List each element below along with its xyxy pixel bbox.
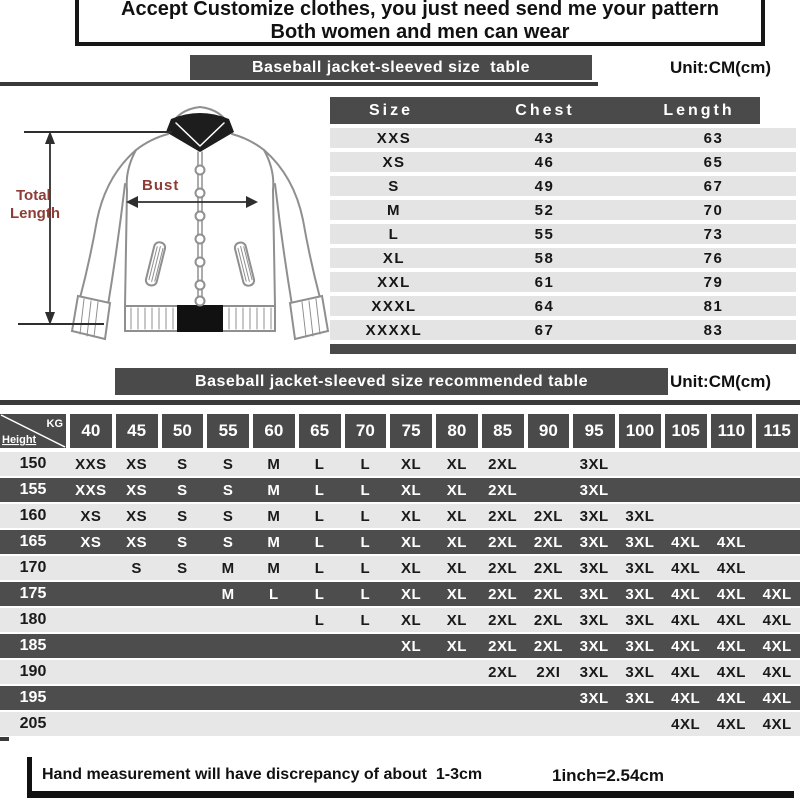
size-table-cell-length: 79 <box>703 273 724 291</box>
recommend-cell: L <box>314 481 325 499</box>
recommend-cell: XS <box>126 481 148 499</box>
recommend-cell: 4XL <box>762 585 792 603</box>
size-table-cell-size: XXL <box>377 273 411 291</box>
recommend-cell: S <box>177 533 188 551</box>
recommend-cell <box>116 712 158 736</box>
recommend-cell: XL <box>446 559 467 577</box>
recommend-cell: 2XL <box>488 455 518 473</box>
recommend-cell <box>253 608 295 632</box>
recommend-cell <box>162 582 204 606</box>
recommend-cell <box>162 634 204 658</box>
weight-column-header: 115 <box>756 414 798 448</box>
recommend-cell: 2XL <box>488 611 518 629</box>
recommend-cell: XS <box>126 533 148 551</box>
weight-column-header: 85 <box>482 414 524 448</box>
recommend-cell <box>665 504 707 528</box>
bust-label: Bust <box>142 177 180 194</box>
recommend-cell <box>70 686 112 710</box>
size-table-cell-chest: 49 <box>534 177 555 195</box>
recommend-cell <box>711 504 753 528</box>
size-table-row <box>330 248 796 268</box>
weight-column-header: 90 <box>528 414 570 448</box>
recommend-row <box>0 634 800 658</box>
recommend-cell: 3XL <box>579 689 609 707</box>
recommend-row <box>0 478 800 502</box>
total-length-label-1: Total <box>16 187 51 204</box>
recommend-cell <box>436 660 478 684</box>
recommend-row <box>0 660 800 684</box>
recommend-cell: XS <box>80 533 102 551</box>
recommend-row <box>0 504 800 528</box>
recommend-cell: M <box>267 455 281 473</box>
size-table-cell-chest: 46 <box>534 153 555 171</box>
recommend-cell <box>207 686 249 710</box>
weight-column-header: 55 <box>207 414 249 448</box>
size-table-cell-length: 76 <box>703 249 724 267</box>
recommend-cell <box>162 686 204 710</box>
weight-column-header: 50 <box>162 414 204 448</box>
recommend-cell <box>390 686 432 710</box>
recommend-cell: XL <box>401 637 422 655</box>
inch-conversion: 1inch=2.54cm <box>552 766 664 785</box>
header-banner <box>75 0 765 46</box>
size-table-cell-length: 63 <box>703 129 724 147</box>
recommend-cell <box>390 660 432 684</box>
size-table-cell-chest: 61 <box>534 273 555 291</box>
size-table-cell-size: XXS <box>376 129 412 147</box>
recommend-cell <box>207 608 249 632</box>
recommend-cell: L <box>314 455 325 473</box>
recommend-cell <box>665 478 707 502</box>
recommend-cell: 2XL <box>533 559 563 577</box>
recommend-cell: 3XL <box>579 481 609 499</box>
recommend-cell: XL <box>401 481 422 499</box>
divider-line-middle <box>0 400 800 405</box>
weight-column-header: 75 <box>390 414 432 448</box>
recommend-cell: 3XL <box>579 533 609 551</box>
recommend-cell: XL <box>401 559 422 577</box>
recommend-cell: 3XL <box>579 507 609 525</box>
recommend-cell: 4XL <box>671 637 701 655</box>
recommend-cell: M <box>267 481 281 499</box>
recommend-cell: 2XL <box>533 611 563 629</box>
recommend-cell: 3XL <box>625 611 655 629</box>
recommend-cell: 4XL <box>762 663 792 681</box>
weight-column-header: 65 <box>299 414 341 448</box>
recommend-cell: XL <box>446 455 467 473</box>
recommend-cell: 4XL <box>716 533 746 551</box>
recommend-cell: 2XL <box>533 637 563 655</box>
recommend-cell <box>207 660 249 684</box>
header-line2: Both women and men can wear <box>270 21 570 43</box>
recommend-cell <box>299 712 341 736</box>
size-table-row <box>330 152 796 172</box>
recommend-cell: 3XL <box>625 533 655 551</box>
size-table-cell-chest: 55 <box>534 225 555 243</box>
recommend-cell <box>253 686 295 710</box>
recommend-row <box>0 712 800 736</box>
recommend-row <box>0 452 800 476</box>
recommend-cell <box>253 660 295 684</box>
recommend-cell: 4XL <box>762 689 792 707</box>
recommend-cell <box>436 712 478 736</box>
recommend-cell: L <box>314 533 325 551</box>
recommend-cell: 2XL <box>488 559 518 577</box>
recommend-cell: XS <box>126 455 148 473</box>
height-label: 155 <box>19 481 47 498</box>
recommend-cell: XL <box>446 507 467 525</box>
recommend-cell: XS <box>126 507 148 525</box>
size-table-row <box>330 320 796 340</box>
recommend-cell <box>253 634 295 658</box>
size-table-col-size: Size <box>368 101 413 119</box>
recommend-cell: 4XL <box>716 689 746 707</box>
recommend-cell <box>528 478 570 502</box>
recommend-cell <box>253 712 295 736</box>
size-table-row <box>330 296 796 316</box>
recommend-cell: 3XL <box>625 507 655 525</box>
recommend-cell <box>162 608 204 632</box>
size-table-col-length: Length <box>663 101 735 119</box>
recommend-cell <box>345 660 387 684</box>
recommend-cell: 4XL <box>671 715 701 733</box>
recommend-cell <box>70 712 112 736</box>
recommend-cell: L <box>360 533 371 551</box>
recommend-cell <box>619 712 661 736</box>
recommend-cell: XXS <box>75 481 107 499</box>
size-table-cell-length: 70 <box>703 201 724 219</box>
corner-kg-label: KG <box>46 418 63 430</box>
recommend-cell: S <box>177 455 188 473</box>
recommend-cell: S <box>222 533 234 551</box>
recommend-row <box>0 608 800 632</box>
recommend-row <box>0 686 800 710</box>
recommend-cell <box>756 478 798 502</box>
recommend-cell <box>711 452 753 476</box>
recommend-cell: XXS <box>75 455 107 473</box>
recommend-cell <box>345 686 387 710</box>
size-table-cell-size: XS <box>382 153 406 171</box>
recommend-cell: L <box>360 507 371 525</box>
recommend-cell: 2XL <box>488 507 518 525</box>
recommend-cell: 3XL <box>625 585 655 603</box>
height-label: 170 <box>19 559 47 576</box>
recommend-cell <box>299 634 341 658</box>
recommend-cell: M <box>221 559 235 577</box>
size-table-cell-size: XXXXL <box>365 321 423 339</box>
measurement-arrows <box>18 131 258 325</box>
recommend-cell <box>573 712 615 736</box>
recommend-cell: L <box>360 585 371 603</box>
recommend-cell <box>665 452 707 476</box>
recommend-cell: L <box>360 481 371 499</box>
weight-column-header: 70 <box>345 414 387 448</box>
recommend-cell <box>299 660 341 684</box>
recommend-cell <box>756 556 798 580</box>
recommend-cell: XL <box>401 455 422 473</box>
recommend-cell: 4XL <box>671 611 701 629</box>
recommend-cell: L <box>360 455 371 473</box>
recommend-cell <box>70 556 112 580</box>
size-table-header <box>330 97 760 124</box>
recommend-cell: 4XL <box>716 611 746 629</box>
recommend-cell <box>70 634 112 658</box>
size-table-row <box>330 128 796 148</box>
recommend-row <box>0 582 800 606</box>
recommend-cell <box>482 686 524 710</box>
weight-column-header: 100 <box>619 414 661 448</box>
recommend-table-header <box>0 414 800 448</box>
divider-line-top <box>0 82 598 86</box>
recommend-cell <box>345 634 387 658</box>
recommend-cell <box>70 582 112 606</box>
recommend-cell: 2XI <box>536 663 561 681</box>
recommend-cell: XS <box>80 507 102 525</box>
height-label: 205 <box>19 715 47 732</box>
corner-height-label: Height <box>2 434 37 446</box>
recommend-table <box>0 414 800 738</box>
recommend-cell <box>162 712 204 736</box>
size-table-cell-chest: 64 <box>534 297 555 315</box>
recommend-cell: 4XL <box>762 637 792 655</box>
recommend-cell: XL <box>446 533 467 551</box>
recommend-cell <box>116 660 158 684</box>
recommend-cell: 4XL <box>762 715 792 733</box>
recommend-cell: L <box>269 585 279 603</box>
recommend-table-unit: Unit:CM(cm) <box>670 372 772 391</box>
height-label: 180 <box>19 611 47 628</box>
recommend-cell: 3XL <box>579 559 609 577</box>
recommend-cell <box>116 634 158 658</box>
recommend-cell: S <box>222 455 234 473</box>
recommend-cell: 3XL <box>625 689 655 707</box>
size-table-cell-size: S <box>388 177 400 195</box>
recommend-cell: L <box>360 611 371 629</box>
recommend-cell: 4XL <box>716 715 746 733</box>
size-table-row <box>330 176 796 196</box>
measurement-note: Hand measurement will have discrepancy of about 1-3cm <box>42 766 483 783</box>
recommend-cell: XL <box>401 585 422 603</box>
recommend-cell: 3XL <box>579 585 609 603</box>
recommend-cell: 4XL <box>671 533 701 551</box>
size-table-cell-size: XXXL <box>371 297 417 315</box>
recommend-cell <box>756 452 798 476</box>
recommend-cell: 3XL <box>579 637 609 655</box>
recommend-cell: 4XL <box>671 559 701 577</box>
recommend-cell: 2XL <box>488 637 518 655</box>
recommend-cell: XL <box>401 507 422 525</box>
total-length-label-2: Length <box>10 205 60 222</box>
recommend-table-title: Baseball jacket-sleeved size recommended table <box>115 368 668 395</box>
size-table-cell-length: 73 <box>703 225 724 243</box>
recommend-cell: 2XL <box>533 533 563 551</box>
recommend-cell <box>299 686 341 710</box>
recommend-cell: 2XL <box>488 663 518 681</box>
size-table-cell-length: 65 <box>703 153 724 171</box>
recommend-cell: S <box>222 507 234 525</box>
recommend-cell: S <box>131 559 142 577</box>
recommend-cell: 3XL <box>579 611 609 629</box>
recommend-cell: 4XL <box>716 637 746 655</box>
recommend-cell <box>482 712 524 736</box>
recommend-cell <box>711 478 753 502</box>
size-table-row <box>330 272 796 292</box>
height-label: 165 <box>19 533 47 550</box>
recommend-cell: L <box>360 559 371 577</box>
recommend-cell: M <box>267 533 281 551</box>
recommend-cell <box>528 686 570 710</box>
recommend-cell <box>207 712 249 736</box>
recommend-cell: 4XL <box>671 689 701 707</box>
recommend-cell: M <box>267 507 281 525</box>
recommend-cell <box>756 504 798 528</box>
weight-column-header: 105 <box>665 414 707 448</box>
size-table-cell-size: XL <box>382 249 406 267</box>
size-table-cell-length: 83 <box>703 321 724 339</box>
size-table-cell-length: 81 <box>703 297 724 315</box>
recommend-cell <box>70 608 112 632</box>
weight-column-header: 60 <box>253 414 295 448</box>
recommend-cell <box>116 608 158 632</box>
recommend-cell <box>207 634 249 658</box>
height-label: 195 <box>19 689 47 706</box>
size-table-cell-chest: 58 <box>534 249 555 267</box>
left-tick-mark <box>0 737 9 741</box>
size-table-col-chest: Chest <box>515 101 575 119</box>
recommend-cell: XL <box>401 533 422 551</box>
header-line1: Accept Customize clothes, you just need send me your pattern <box>121 0 719 20</box>
height-label: 190 <box>19 663 47 680</box>
recommend-cell: 2XL <box>533 585 563 603</box>
recommend-cell: S <box>177 507 188 525</box>
recommend-cell: L <box>314 507 325 525</box>
recommend-cell <box>619 478 661 502</box>
recommend-cell: 3XL <box>579 663 609 681</box>
recommend-cell: 3XL <box>625 663 655 681</box>
recommend-cell: L <box>314 559 325 577</box>
recommend-row <box>0 530 800 554</box>
recommend-cell: 4XL <box>716 559 746 577</box>
size-table <box>330 97 796 354</box>
size-table-row <box>330 200 796 220</box>
recommend-cell: L <box>314 585 325 603</box>
recommend-cell <box>436 686 478 710</box>
recommend-cell <box>162 660 204 684</box>
recommend-cell: S <box>177 559 188 577</box>
recommend-cell: 3XL <box>579 455 609 473</box>
height-label: 160 <box>19 507 47 524</box>
recommend-cell: XL <box>446 637 467 655</box>
recommend-cell: 4XL <box>671 663 701 681</box>
height-label: 150 <box>19 455 47 472</box>
recommend-cell: XL <box>401 611 422 629</box>
recommend-cell: 4XL <box>762 611 792 629</box>
size-table-row <box>330 224 796 244</box>
recommend-cell <box>528 712 570 736</box>
recommend-cell: 3XL <box>625 637 655 655</box>
recommend-cell <box>70 660 112 684</box>
footer-bottom-bar <box>27 791 794 798</box>
height-label: 175 <box>19 585 47 602</box>
weight-column-header: 80 <box>436 414 478 448</box>
recommend-cell: 2XL <box>533 507 563 525</box>
jacket-diagram <box>4 92 330 362</box>
recommend-cell: 4XL <box>716 663 746 681</box>
size-table-cell-chest: 43 <box>534 129 555 147</box>
recommend-cell <box>116 582 158 606</box>
size-table-rows <box>330 128 796 340</box>
size-table-cell-length: 67 <box>703 177 724 195</box>
recommend-table-body <box>0 452 800 736</box>
recommend-cell: XL <box>446 585 467 603</box>
recommend-cell <box>528 452 570 476</box>
recommend-cell: 2XL <box>488 481 518 499</box>
recommend-cell: M <box>267 559 281 577</box>
size-table-cell-size: L <box>388 225 400 243</box>
weight-column-header: 110 <box>711 414 753 448</box>
recommend-cell: L <box>314 611 325 629</box>
recommend-cell: 2XL <box>488 585 518 603</box>
recommend-cell <box>756 530 798 554</box>
weight-column-header: 95 <box>573 414 615 448</box>
recommend-cell: 2XL <box>488 533 518 551</box>
size-table-footer-bar <box>330 344 796 354</box>
size-table-cell-chest: 52 <box>534 201 555 219</box>
recommend-cell: 4XL <box>671 585 701 603</box>
weight-column-header: 40 <box>70 414 112 448</box>
recommend-cell <box>345 712 387 736</box>
size-table-unit: Unit:CM(cm) <box>670 58 772 77</box>
recommend-cell <box>390 712 432 736</box>
height-label: 185 <box>19 637 47 654</box>
corner-cell <box>0 414 66 448</box>
recommend-cell: XL <box>446 481 467 499</box>
weight-column-header: 45 <box>116 414 158 448</box>
size-table-title: Baseball jacket-sleeved size table <box>190 55 592 80</box>
recommend-cell: S <box>222 481 234 499</box>
recommend-cell <box>619 452 661 476</box>
recommend-cell: 4XL <box>716 585 746 603</box>
recommend-cell: M <box>221 585 235 603</box>
size-table-cell-size: M <box>387 201 401 219</box>
size-table-cell-chest: 67 <box>534 321 555 339</box>
recommend-row <box>0 556 800 580</box>
recommend-cell: XL <box>446 611 467 629</box>
recommend-cell: S <box>177 481 188 499</box>
recommend-cell: 3XL <box>625 559 655 577</box>
recommend-cell <box>116 686 158 710</box>
